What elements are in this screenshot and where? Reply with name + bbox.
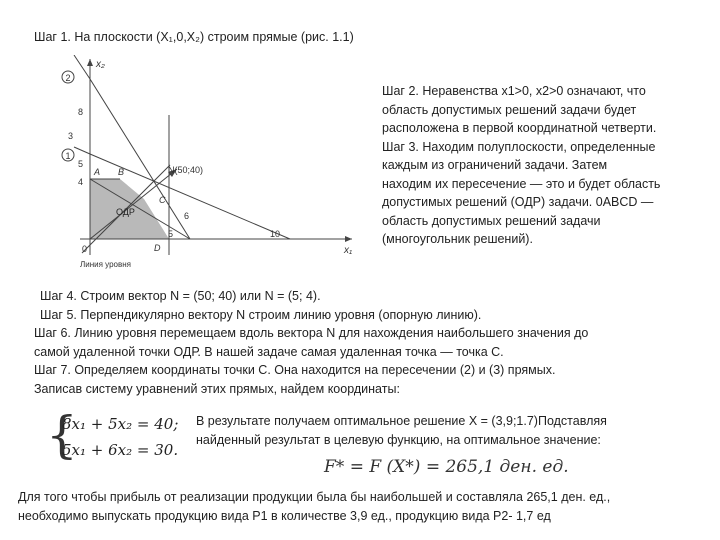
x1-axis-label: x₁ bbox=[344, 245, 353, 256]
line-2-label: 2 bbox=[65, 73, 71, 83]
system-brace: { bbox=[46, 406, 78, 464]
result-text bbox=[196, 412, 696, 450]
x6-label: 6 bbox=[184, 211, 190, 221]
point-c-label: C bbox=[159, 195, 166, 205]
point-b-label: B bbox=[118, 167, 125, 177]
step1-text: Шаг 1. На плоскости (X₁,0,X₂) строим прямые (рис. 1.1) bbox=[34, 30, 354, 44]
x5-label: 5 bbox=[168, 229, 174, 239]
y8-label: 8 bbox=[78, 107, 84, 117]
line-3-label: 3 bbox=[68, 131, 74, 141]
point-a-label: A bbox=[94, 167, 101, 177]
right-line: находим их пересечение — это и будет область bbox=[382, 176, 661, 191]
right-column-text bbox=[382, 82, 717, 249]
right-line: расположена в первой координатной четверти. bbox=[382, 121, 657, 135]
equation-2: 5x₁ + 6x₂ = 30. bbox=[62, 441, 179, 459]
line-2-ext bbox=[74, 55, 90, 79]
right-line: Шаг 3. Находим полуплоскости, определенные bbox=[382, 139, 656, 154]
odr-label: ОДР bbox=[116, 207, 135, 217]
result-line: В результате получаем оптимальное решение X = (3,9;1.7)Подставляя bbox=[196, 414, 607, 428]
right-line: (многоугольник решений). bbox=[382, 232, 533, 246]
line-1-label: 1 bbox=[65, 151, 71, 161]
step7-cont: Записав систему уравнений этих прямых, найдем координаты: bbox=[34, 381, 400, 396]
line-1-ext bbox=[74, 147, 90, 154]
step4: Шаг 4. Строим вектор N = (50; 40) или N = (5; 4). bbox=[40, 289, 321, 303]
equation-1: 8x₁ + 5x₂ = 40; bbox=[62, 415, 179, 433]
x10-label: 10 bbox=[270, 229, 281, 239]
conclusion-line: Для того чтобы прибыль от реализации продукции была бы наибольшей и составляла 265,1 ден. ед., bbox=[18, 490, 611, 504]
result-line: найденный результат в целевую функцию, на оптимальное значение: bbox=[196, 433, 601, 447]
origin-label: 0 bbox=[82, 244, 88, 254]
step5: Шаг 5. Перпендикулярно вектору N строим линию уровня (опорную линию). bbox=[40, 307, 482, 322]
level-line-label: Линия уровня bbox=[80, 260, 131, 269]
step7: Шаг 7. Определяем координаты точки С. Она находится на пересечении (2) и (3) прямых. bbox=[34, 363, 556, 378]
right-line: допустимых решений (ОДР) задачи. 0ABCD — bbox=[382, 195, 654, 209]
feasible-region-graph bbox=[60, 55, 360, 270]
conclusion-text bbox=[18, 488, 718, 525]
steps-text bbox=[34, 287, 714, 399]
point-d-label: D bbox=[154, 243, 161, 253]
conclusion-line: необходимо выпускать продукцию вида Р1 в количестве 3,9 ед., продукцию вида Р2- 1,7 ед bbox=[18, 508, 551, 523]
optimal-value-formula: F* = F (X*) = 265,1 ден. ед. bbox=[324, 457, 569, 477]
equation-system bbox=[46, 406, 186, 465]
y5-label: 5 bbox=[78, 159, 84, 169]
right-line: Шаг 2. Неравенства x1>0, x2>0 означают, что bbox=[382, 84, 646, 98]
x2-axis-label: x₂ bbox=[96, 59, 105, 70]
y4-label: 4 bbox=[78, 177, 84, 187]
right-line: область допустимых решений задачи будет bbox=[382, 102, 637, 117]
step6: Шаг 6. Линию уровня перемещаем вдоль вектора N для нахождения наибольшего значения до bbox=[34, 326, 589, 341]
x1-axis-arrow bbox=[345, 236, 352, 242]
n-vector-label: N(50;40) bbox=[168, 165, 204, 175]
step6-cont: самой удаленной точки ОДР. В нашей задаче самая удаленная точка — точка С. bbox=[34, 344, 504, 359]
x2-axis-arrow bbox=[87, 59, 93, 66]
right-line: область допустимых решений задачи bbox=[382, 213, 601, 228]
right-line: каждым из ограничений задачи. Затем bbox=[382, 158, 608, 172]
